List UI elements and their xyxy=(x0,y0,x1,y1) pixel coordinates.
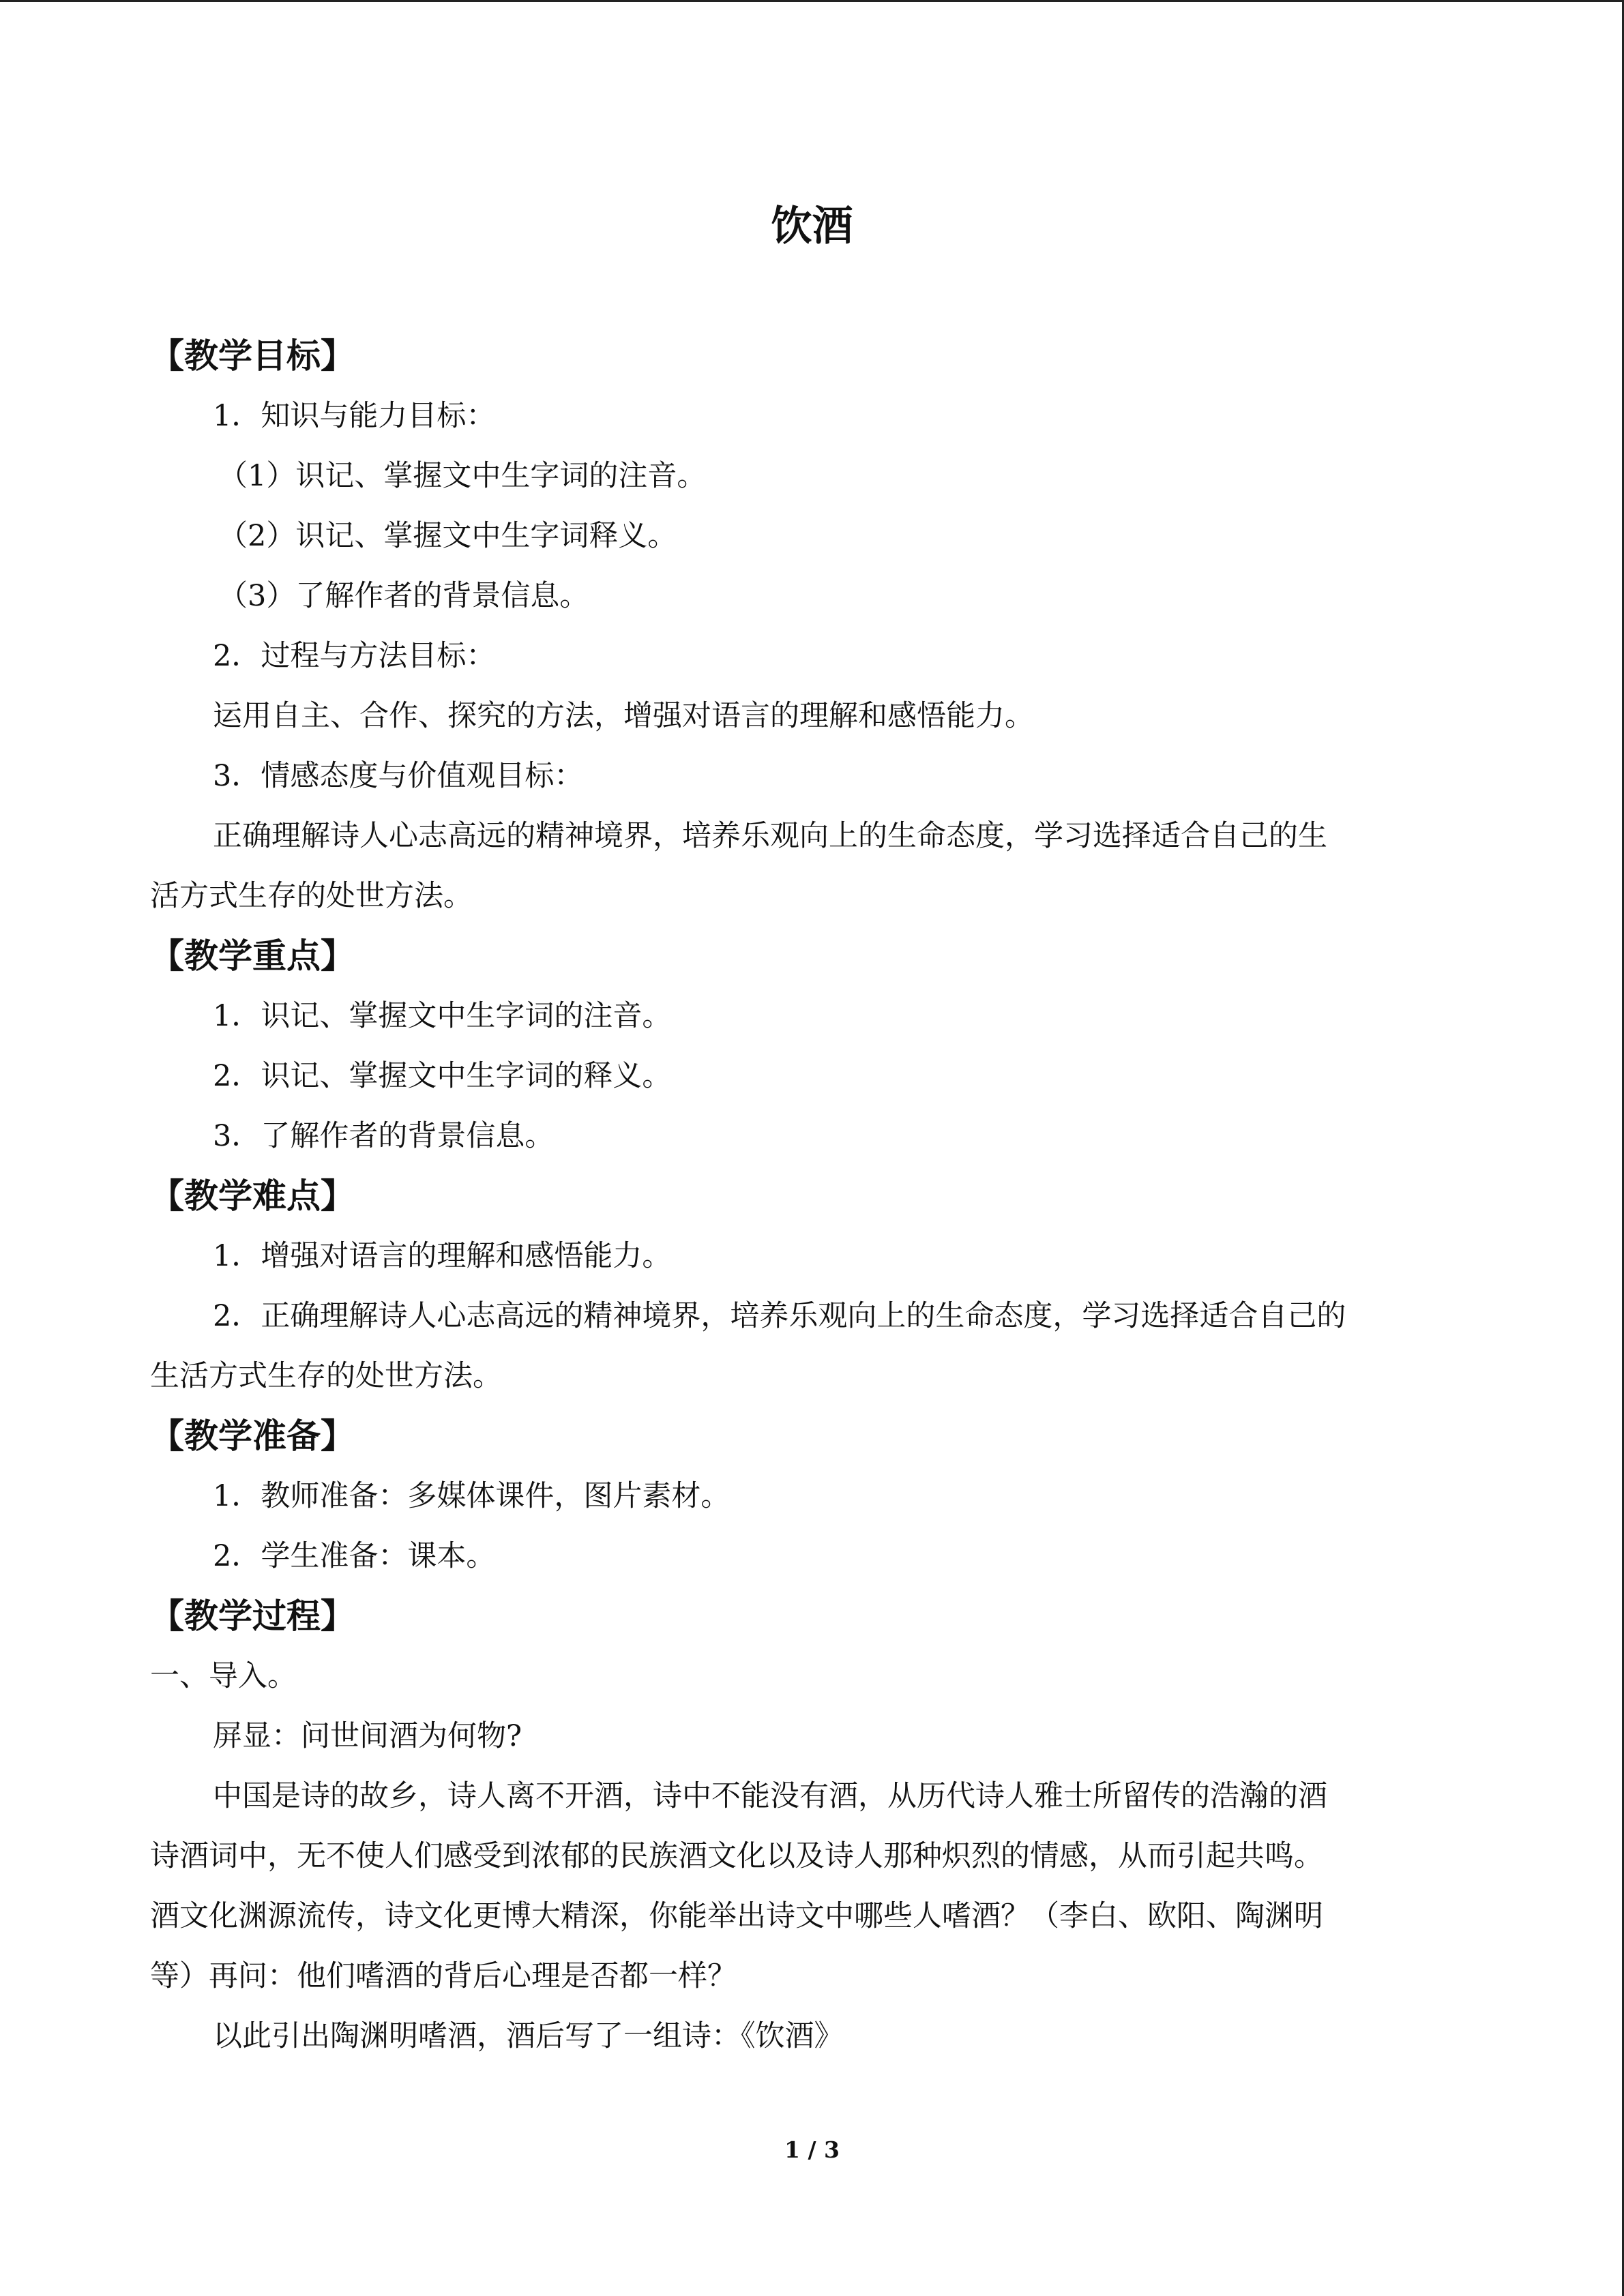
section-heading-preparation: 【教学准备】 xyxy=(150,1416,355,1456)
page-number: 1 / 3 xyxy=(784,2136,840,2163)
objective-sub-2: （2）识记、掌握文中生字词释义。 xyxy=(218,519,677,553)
document-title: 饮酒 xyxy=(771,203,853,250)
objective-item-3: 3．情感态度与价值观目标： xyxy=(213,759,584,793)
objective-item-2: 2．过程与方法目标： xyxy=(213,639,496,673)
difficulty-1: 1．增强对语言的理解和感悟能力。 xyxy=(213,1239,672,1273)
section-heading-key-points: 【教学重点】 xyxy=(150,936,355,976)
objective-item-1: 1．知识与能力目标： xyxy=(213,399,496,433)
objective-item-3-text-line2: 活方式生存的处世方法。 xyxy=(150,879,473,913)
page-border-top xyxy=(0,0,1624,2)
process-para-line4: 等）再问：他们嗜酒的背后心理是否都一样？ xyxy=(150,1959,737,1993)
difficulty-2-line2: 生活方式生存的处世方法。 xyxy=(150,1359,502,1393)
preparation-2: 2．学生准备：课本。 xyxy=(213,1539,496,1573)
objective-item-2-text: 运用自主、合作、探究的方法，增强对语言的理解和感悟能力。 xyxy=(213,699,1034,733)
key-point-3: 3．了解作者的背景信息。 xyxy=(213,1119,555,1153)
section-heading-process: 【教学过程】 xyxy=(150,1596,355,1636)
preparation-1: 1．教师准备：多媒体课件，图片素材。 xyxy=(213,1479,730,1513)
difficulty-2-line1: 2．正确理解诗人心志高远的精神境界，培养乐观向上的生命态度，学习选择适合自己的 xyxy=(213,1299,1346,1333)
objective-sub-1: （1）识记、掌握文中生字词的注音。 xyxy=(218,459,707,493)
document-body xyxy=(150,326,1487,2066)
objective-sub-3: （3）了解作者的背景信息。 xyxy=(218,579,589,613)
process-screen: 屏显：问世间酒为何物? xyxy=(213,1719,522,1753)
section-heading-difficulties: 【教学难点】 xyxy=(150,1176,355,1216)
process-para-line2: 诗酒词中，无不使人们感受到浓郁的民族酒文化以及诗人那种炽烈的情感，从而引起共鸣。 xyxy=(150,1839,1323,1873)
key-point-2: 2．识记、掌握文中生字词的释义。 xyxy=(213,1059,672,1093)
key-point-1: 1．识记、掌握文中生字词的注音。 xyxy=(213,999,672,1033)
objective-item-3-text-line1: 正确理解诗人心志高远的精神境界，培养乐观向上的生命态度，学习选择适合自己的生 xyxy=(213,819,1327,853)
process-para-line3: 酒文化渊源流传，诗文化更博大精深，你能举出诗文中哪些人嗜酒？（李白、欧阳、陶渊明 xyxy=(150,1899,1323,1933)
process-lead: 以此引出陶渊明嗜酒，酒后写了一组诗：《饮酒》 xyxy=(213,2019,844,2053)
process-para-line1: 中国是诗的故乡，诗人离不开酒，诗中不能没有酒，从历代诗人雅士所留传的浩瀚的酒 xyxy=(213,1779,1327,1813)
section-heading-objectives: 【教学目标】 xyxy=(150,336,355,376)
process-step-1: 一、导入。 xyxy=(150,1659,297,1693)
